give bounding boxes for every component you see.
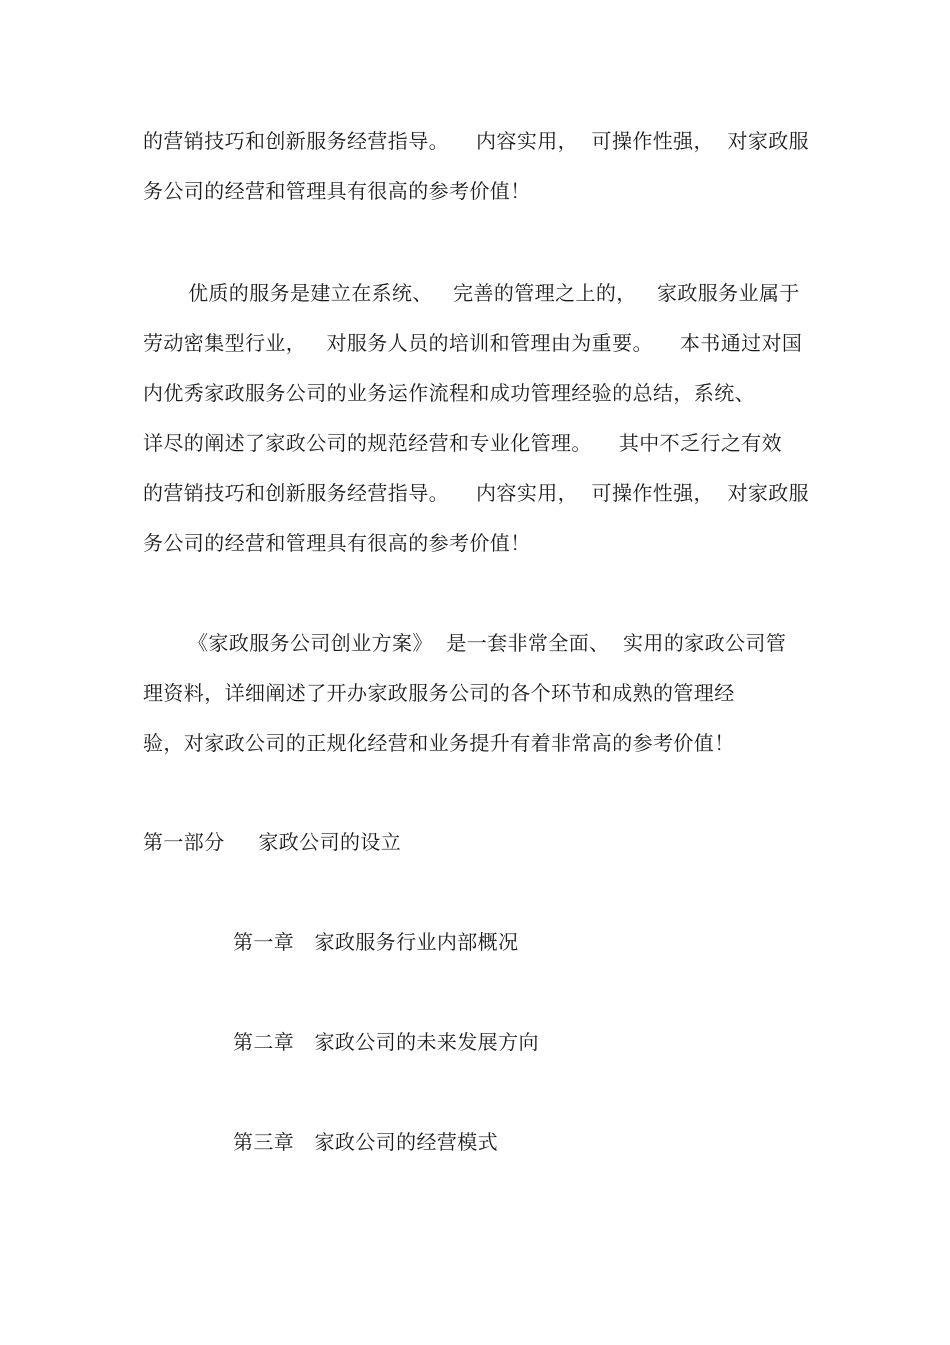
paragraph-line: 务公司的经营和管理具有很高的参考价值！ xyxy=(143,531,531,555)
paragraph-line: 的营销技巧和创新服务经营指导。 内容实用， 可操作性强， 对家政服 xyxy=(143,129,810,153)
paragraph-line: 的营销技巧和创新服务经营指导。 内容实用， 可操作性强， 对家政服 xyxy=(143,481,810,505)
chapter-entry: 第三章 家政公司的经营模式 xyxy=(233,1130,499,1154)
paragraph-line: 详尽的阐述了家政公司的规范经营和专业化管理。 其中不乏行之有效 xyxy=(143,431,783,455)
paragraph-line: 内优秀家政服务公司的业务运作流程和成功管理经验的总结，系统、 xyxy=(143,381,755,405)
paragraph-line: 务公司的经营和管理具有很高的参考价值！ xyxy=(143,179,531,203)
paragraph-line: 劳动密集型行业， 对服务人员的培训和管理由为重要。 本书通过对国 xyxy=(143,331,803,355)
paragraph-line: 理资料，详细阐述了开办家政服务公司的各个环节和成熟的管理经 xyxy=(143,681,735,705)
chapter-entry: 第一章 家政服务行业内部概况 xyxy=(233,930,519,954)
part-heading: 第一部分 家政公司的设立 xyxy=(143,830,402,854)
paragraph-line: 验，对家政公司的正规化经营和业务提升有着非常高的参考价值！ xyxy=(143,731,735,755)
paragraph-line: 《家政服务公司创业方案》 是一套非常全面、 实用的家政公司管 xyxy=(188,631,787,655)
paragraph-line: 优质的服务是建立在系统、 完善的管理之上的， 家政服务业属于 xyxy=(188,281,800,305)
chapter-entry: 第二章 家政公司的未来发展方向 xyxy=(233,1030,539,1054)
